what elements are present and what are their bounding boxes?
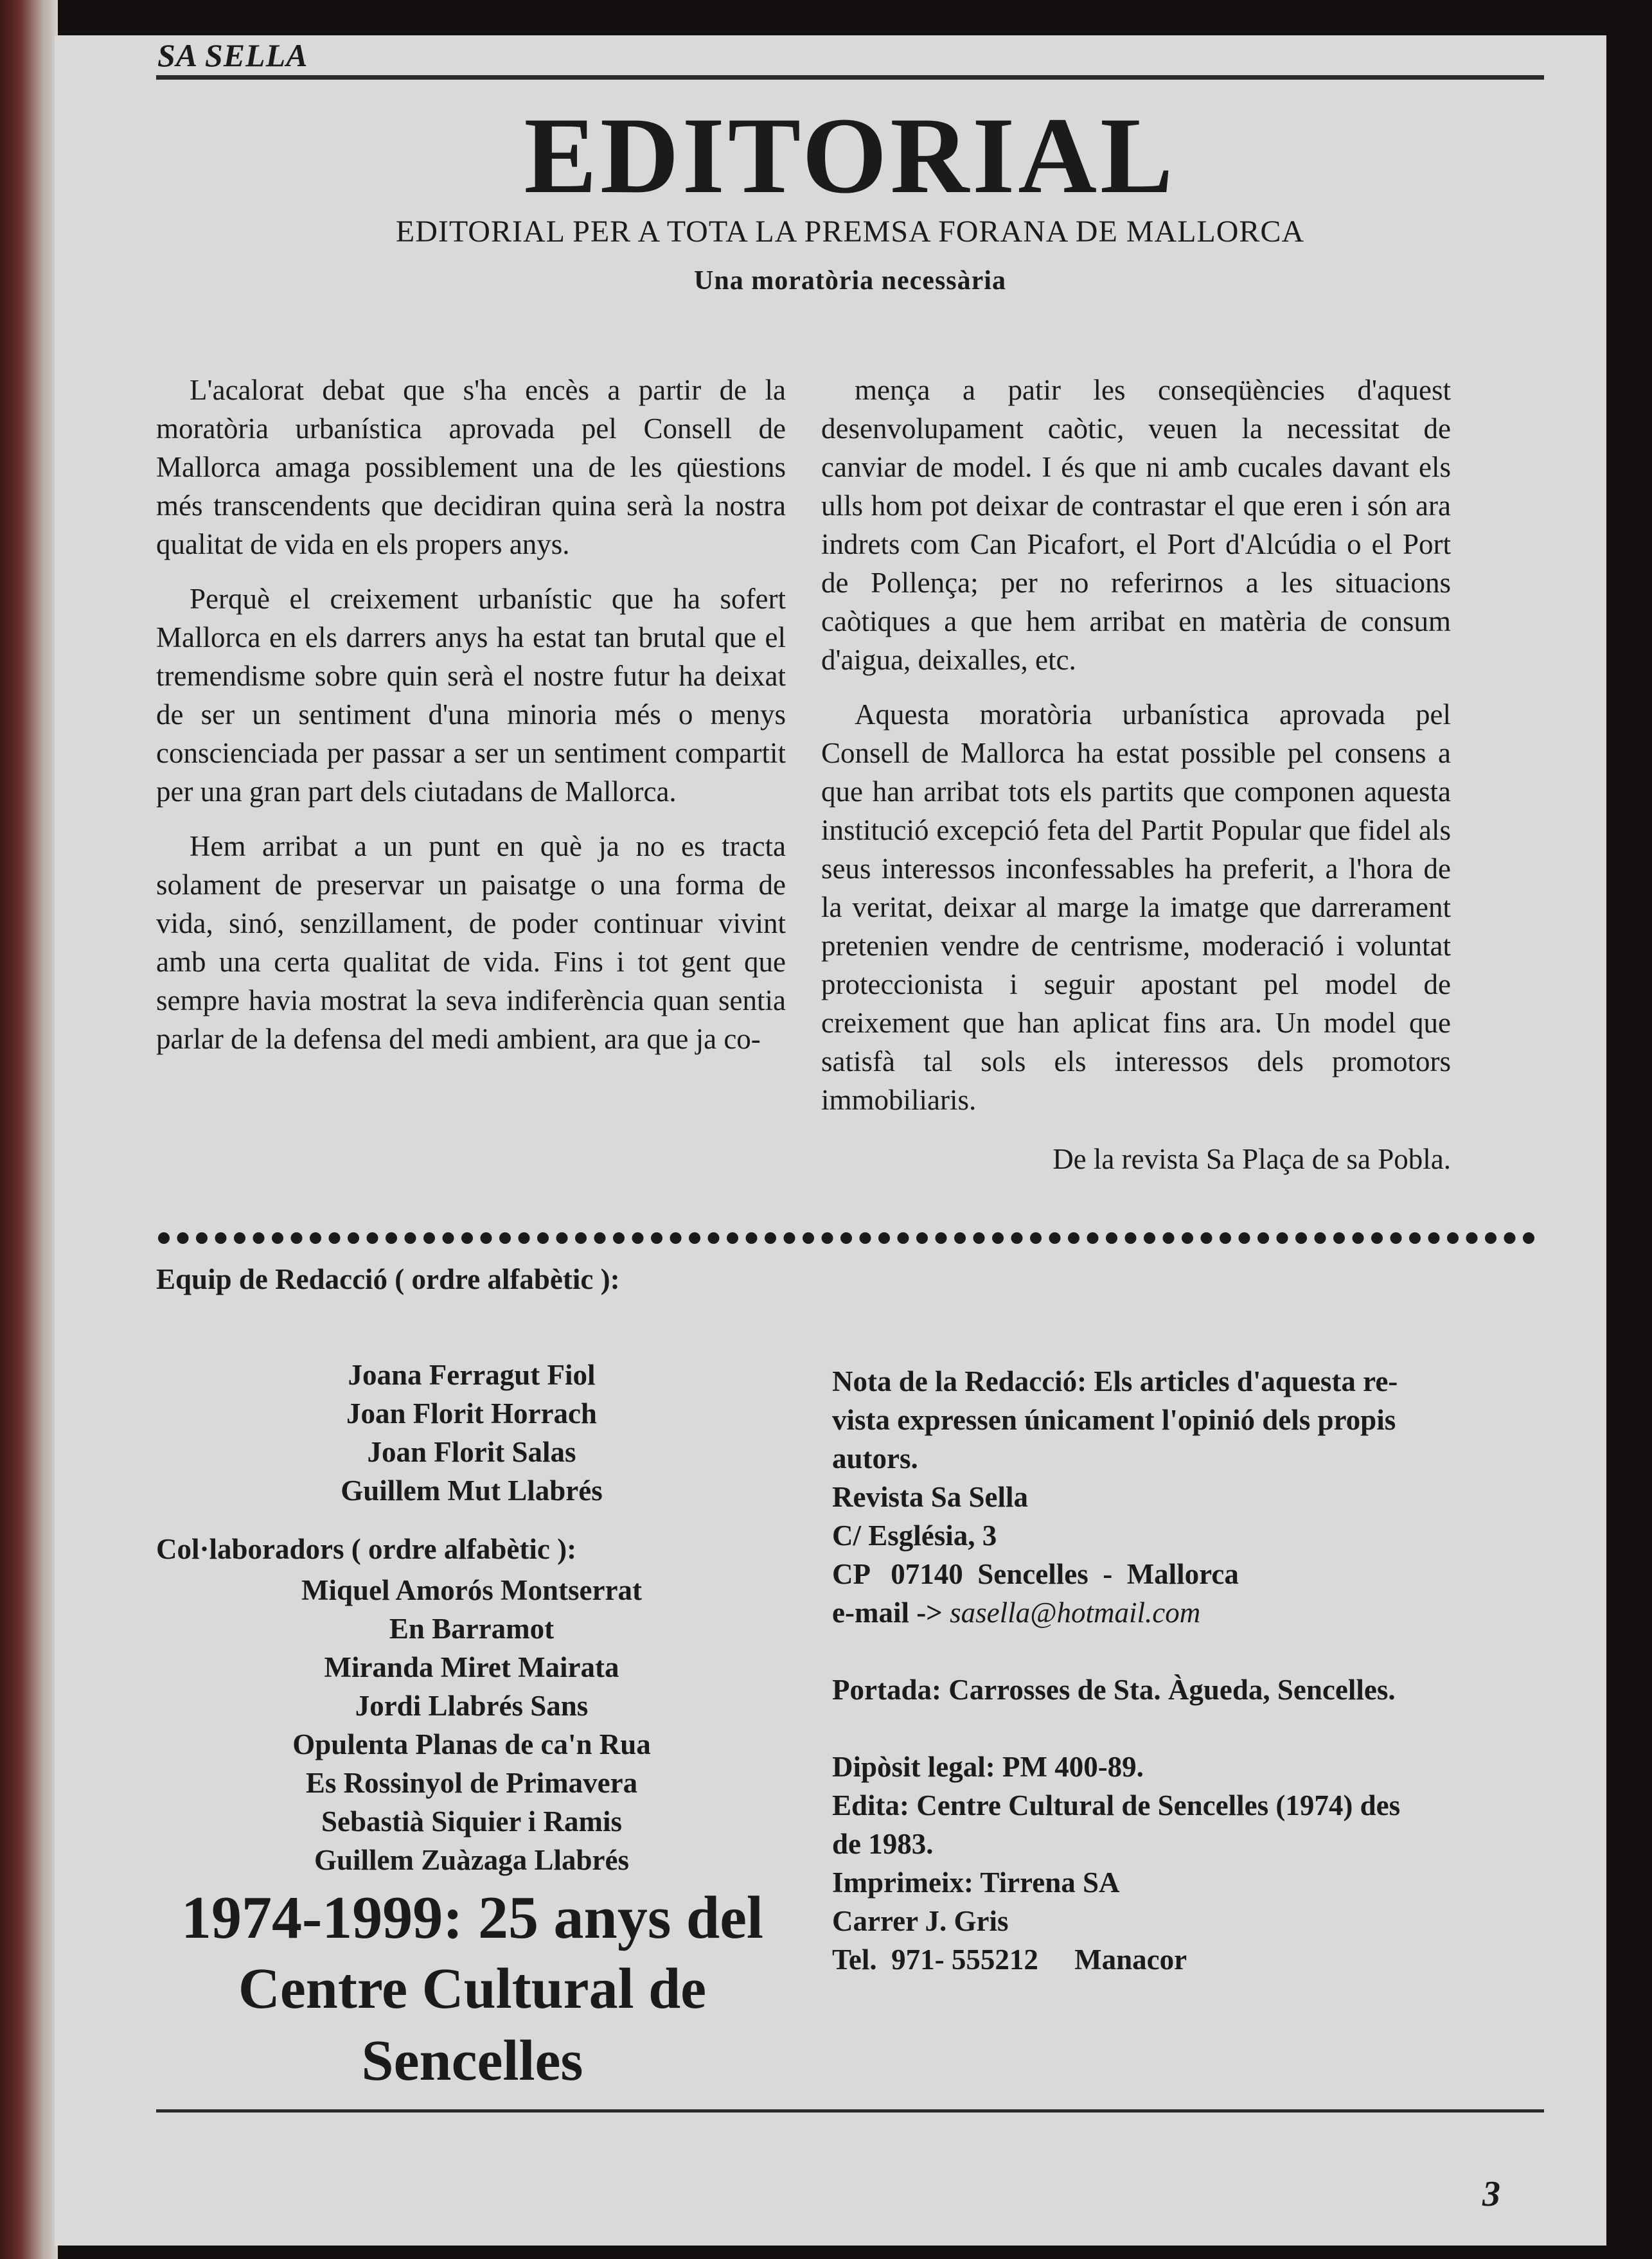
paragraph: Hem arribat a un punt en què ja no es tracta solament de preservar un paisatge o una forma de vida, sinó, senzillament, de poder continuar vivint amb una certa qualitat de vida. Fins i tot gent que sempre havia mostrat la seva indiferència quan sentia parlar de la defensa del medi ambient, ara que ja co- [156,830,786,1055]
separator-dot [177,1232,189,1244]
collaborator-name: Guillem Zuàzaga Llabrés [314,1844,629,1876]
separator-dot [632,1232,644,1244]
separator-dot [878,1232,890,1244]
separator-dot [1106,1232,1117,1244]
separator-dot [329,1232,341,1244]
magazine-name: Revista Sa Sella [832,1481,1029,1513]
separator-dot [291,1232,303,1244]
separator-dot [992,1232,1004,1244]
email-label: e-mail -> [832,1597,950,1629]
separator-dot [1144,1232,1155,1244]
collaborator-name: Opulenta Planas de ca'n Rua [292,1728,651,1760]
note-line: Nota de la Redacció: Els articles d'aquesta re- [832,1365,1398,1397]
separator-dot [575,1232,587,1244]
separator-dot [1315,1232,1326,1244]
top-rule [156,75,1544,80]
separator-dot [1087,1232,1099,1244]
separator-dot [840,1232,852,1244]
separator-dot [1485,1232,1497,1244]
separator-dot [499,1232,511,1244]
separator-dot [784,1232,795,1244]
staff-name: Joan Florit Horrach [346,1397,597,1430]
printer-address: Carrer J. Gris [832,1905,1009,1937]
page-number: 3 [1482,2174,1500,2214]
separator-dot [1163,1232,1175,1244]
separator-dot [860,1232,871,1244]
separator-dot [594,1232,606,1244]
anniversary-line: 1974-1999: 25 anys del [181,1884,764,1951]
publisher-line: de 1983. [832,1828,934,1860]
address-postcode: CP 07140 Sencelles - Mallorca [832,1558,1239,1590]
email-line [832,1593,1529,1632]
note-line: autors. [832,1442,918,1475]
separator-dot [1333,1232,1345,1244]
separator-dot [1011,1232,1023,1244]
collaborator-name: Sebastià Siquier i Ramis [321,1805,622,1838]
separator-dot [481,1232,492,1244]
page [55,35,1606,2246]
separator-dot [253,1232,265,1244]
cover-credit: Portada: Carrosses de Sta. Àgueda, Sencelles. [832,1674,1396,1706]
separator-dot [461,1232,473,1244]
separator-dot [519,1232,530,1244]
separator-dot [1353,1232,1364,1244]
separator-dot [1447,1232,1459,1244]
spacer [832,1632,1529,1670]
separator-dot [556,1232,568,1244]
separator-dot [1504,1232,1516,1244]
separator-dot [651,1232,662,1244]
separator-dot [386,1232,397,1244]
collaborator-name: Jordi Llabrés Sans [355,1690,589,1722]
page-title: EDITORIAL [524,95,1177,216]
separator-dot [1409,1232,1421,1244]
separator-dot [803,1232,814,1244]
editorial-subtitle: EDITORIAL PER A TOTA LA PREMSA FORANA DE MALLORCA [395,215,1305,249]
separator-dot [1257,1232,1269,1244]
separator-dot [1371,1232,1383,1244]
separator-dot [916,1232,928,1244]
separator-dot [1239,1232,1250,1244]
collaborator-name: Miranda Miret Mairata [324,1651,619,1683]
bottom-rule [156,2109,1544,2113]
separator-dot [423,1232,435,1244]
separator-dot [443,1232,454,1244]
separator-dot [1201,1232,1212,1244]
separator-dot [310,1232,321,1244]
collaborator-name: En Barramot [389,1613,555,1645]
separator-dot [746,1232,758,1244]
staff-heading: Equip de Redacció ( ordre alfabètic ): [156,1263,620,1295]
separator-dot [613,1232,625,1244]
separator-dot [670,1232,682,1244]
running-head: SA SELLA [157,37,308,73]
book-spine [0,0,58,2259]
paragraph: L'acalorat debat que s'ha encès a partir de la moratòria urbanística aprovada pel Consell de Mallorca amaga possiblement una de les qüestions més transcendents que decidiran quina serà la nostra qualitat de vida en els propers anys. [156,374,786,560]
staff-name: Guillem Mut Llabrés [341,1475,603,1507]
separator-dot [822,1232,833,1244]
separator-dot [1030,1232,1042,1244]
separator-dot [1182,1232,1193,1244]
separator-dot [954,1232,966,1244]
anniversary-line: Centre Cultural de [238,1957,707,2021]
separator-dot [537,1232,549,1244]
spacer [832,1709,1529,1748]
separator-dot [272,1232,283,1244]
article-column-right [821,371,1451,1194]
dot-row [156,1219,1544,1257]
separator-dot [367,1232,378,1244]
note-line: vista expressen únicament l'opinió dels propis [832,1404,1396,1436]
address-street: C/ Església, 3 [832,1519,997,1552]
paragraph: Perquè el creixement urbanístic que ha sofert Mallorca en els darrers anys ha estat tan brutal que el tremendisme sobre quin serà el nostre futur ha deixat de ser un sentiment d'una minoria més o menys conscienciada per passar a ser un sentiment compartit per una gran part dels ciutadans de Mallorca. [156,583,786,808]
separator-dot [1068,1232,1079,1244]
staff-list [163,1356,781,1510]
separator-dot [1125,1232,1137,1244]
separator-dot [727,1232,738,1244]
publisher-line: Edita: Centre Cultural de Sencelles (1974) des [832,1789,1401,1821]
article-heading: Una moratòria necessària [694,266,1006,296]
collaborator-name: Miquel Amorós Montserrat [301,1574,642,1606]
email-link[interactable]: sasella@hotmail.com [950,1597,1201,1629]
dotted-separator [156,1219,1544,1257]
collaborator-name: Es Rossinyol de Primavera [305,1767,638,1799]
separator-dot [765,1232,776,1244]
legal-deposit: Dipòsit legal: PM 400-89. [832,1751,1144,1783]
collaborators-heading: Col·laboradors ( ordre alfabètic ): [156,1533,577,1565]
separator-dot [348,1232,359,1244]
separator-dot [1390,1232,1402,1244]
separator-dot [405,1232,416,1244]
paragraph: Aquesta moratòria urbanística aprovada pel Consell de Mallorca ha estat possible pel consens a que han arribat tots els partits que componen aquesta institució excepció feta del Partit Popular que fidel als seus interessos inconfessables ha preferit, a l'hora de la veritat, deixar al marge la imatge que darrerament pretenien vendre de centrisme, moderació i voluntat proteccionista i seguir apostant pel model de creixement que han aplicat fins ara. Un model que satisfà tal sols els interessos dels promotors immobiliaris. [821,698,1451,1116]
anniversary-line: Sencelles [361,2029,583,2093]
separator-dot [1428,1232,1440,1244]
separator-dot [936,1232,947,1244]
article-source: De la revista Sa Plaça de sa Pobla. [1052,1143,1451,1175]
separator-dot [1049,1232,1061,1244]
paragraph: mença a patir les conseqüències d'aquest desenvolupament caòtic, veuen la necessitat de canviar de model. I és que ni amb cucales davant els ulls hom pot deixar de contrastar el que eren i són ara indrets com Can Picafort, el Port d'Alcúdia o el Port de Pollença; per no referirnos a les situacions caòtiques a que hem arribat en matèria de consum d'aigua, deixalles, etc. [821,374,1451,676]
separator-dot [1466,1232,1478,1244]
separator-dot [1220,1232,1231,1244]
separator-dot [1523,1232,1534,1244]
separator-dot [1277,1232,1288,1244]
separator-dot [689,1232,700,1244]
article-column-left [156,371,786,1074]
separator-dot [708,1232,720,1244]
separator-dot [158,1232,170,1244]
editorial-note [832,1362,1529,1979]
printer-phone: Tel. 971- 555212 Manacor [832,1944,1187,1976]
printer-line: Imprimeix: Tirrena SA [832,1866,1120,1899]
anniversary-banner [151,1882,794,2097]
staff-name: Joan Florit Salas [367,1436,576,1468]
separator-dot [215,1232,227,1244]
separator-dot [1295,1232,1307,1244]
staff-name: Joana Ferragut Fiol [348,1359,596,1391]
collaborators-list [163,1571,781,1879]
separator-dot [973,1232,985,1244]
separator-dot [196,1232,208,1244]
separator-dot [898,1232,909,1244]
separator-dot [234,1232,245,1244]
